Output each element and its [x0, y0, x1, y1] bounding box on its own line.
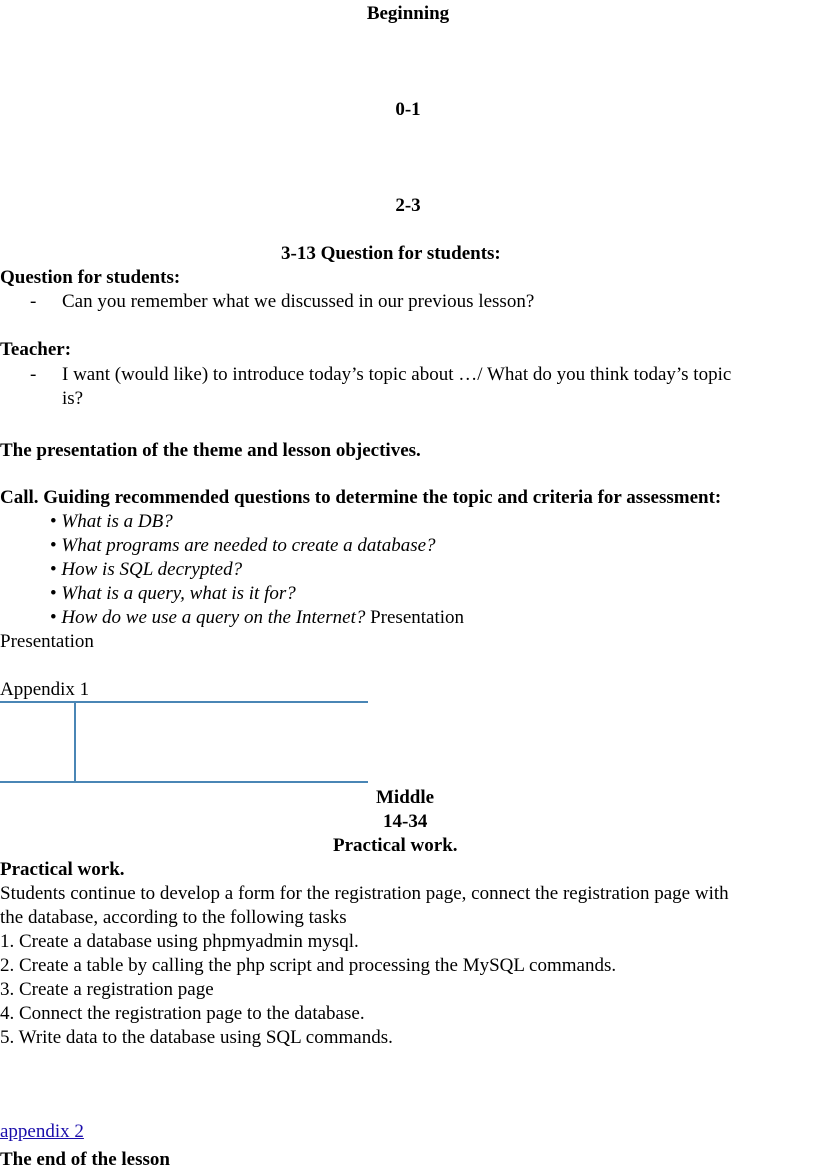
appendix-link[interactable]: appendix 2	[0, 1121, 84, 1142]
time-label: 3-13 Question for students:	[281, 243, 501, 264]
table-border-top	[0, 701, 368, 703]
question-text: What is a query, what is it for?	[61, 583, 296, 604]
paragraph-line: the database, according to the following tasks	[0, 907, 347, 928]
list-item-continued: is?	[62, 388, 84, 409]
time-label: 2-3	[395, 195, 421, 216]
bullet-item: • How do we use a query on the Internet? Presentation	[50, 607, 465, 628]
list-item: I want (would like) to introduce today’s topic about …/ What do you think today’s topic	[62, 364, 732, 385]
time-label: 14-34	[383, 811, 428, 832]
section-heading-middle: Middle	[376, 787, 435, 808]
task-item: 2. Create a table by calling the php script and processing the MySQL commands.	[0, 955, 617, 976]
task-item: 3. Create a registration page	[0, 979, 214, 1000]
list-item: Can you remember what we discussed in our previous lesson?	[62, 291, 535, 312]
call-heading: Call. Guiding recommended questions to determine the topic and criteria for assessment:	[0, 487, 722, 508]
appendix-label: Appendix 1	[0, 679, 90, 700]
question-heading: Question for students:	[0, 267, 181, 288]
question-text: How do we use a query on the Internet?	[61, 607, 366, 628]
bullet-item: • What is a query, what is it for?	[50, 583, 296, 604]
list-dash: -	[30, 364, 37, 385]
task-item: 1. Create a database using phpmyadmin mysql.	[0, 931, 359, 952]
presentation-label: Presentation	[0, 631, 94, 652]
practical-subheading: Practical work.	[333, 835, 458, 856]
question-text: How is SQL decrypted?	[61, 559, 243, 580]
practical-heading: Practical work.	[0, 859, 125, 880]
task-item: 5. Write data to the database using SQL commands.	[0, 1027, 393, 1048]
section-heading-beginning: Beginning	[366, 3, 450, 24]
end-heading: The end of the lesson	[0, 1149, 170, 1170]
teacher-heading: Teacher:	[0, 339, 72, 360]
table-border-vertical	[74, 702, 76, 782]
time-label: 0-1	[395, 99, 421, 120]
paragraph-line: Students continue to develop a form for the registration page, connect the registration page with	[0, 883, 729, 904]
task-item: 4. Connect the registration page to the database.	[0, 1003, 365, 1024]
bullet-item: • How is SQL decrypted?	[50, 559, 243, 580]
question-text: What is a DB?	[61, 511, 173, 532]
question-text: What programs are needed to create a database?	[61, 535, 436, 556]
list-dash: -	[30, 291, 37, 312]
presentation-suffix: Presentation	[365, 607, 465, 628]
bullet-item: • What programs are needed to create a database?	[50, 535, 436, 556]
table-border-bottom	[0, 781, 368, 783]
presentation-heading: The presentation of the theme and lesson objectives.	[0, 440, 421, 461]
bullet-item: • What is a DB?	[50, 511, 173, 532]
